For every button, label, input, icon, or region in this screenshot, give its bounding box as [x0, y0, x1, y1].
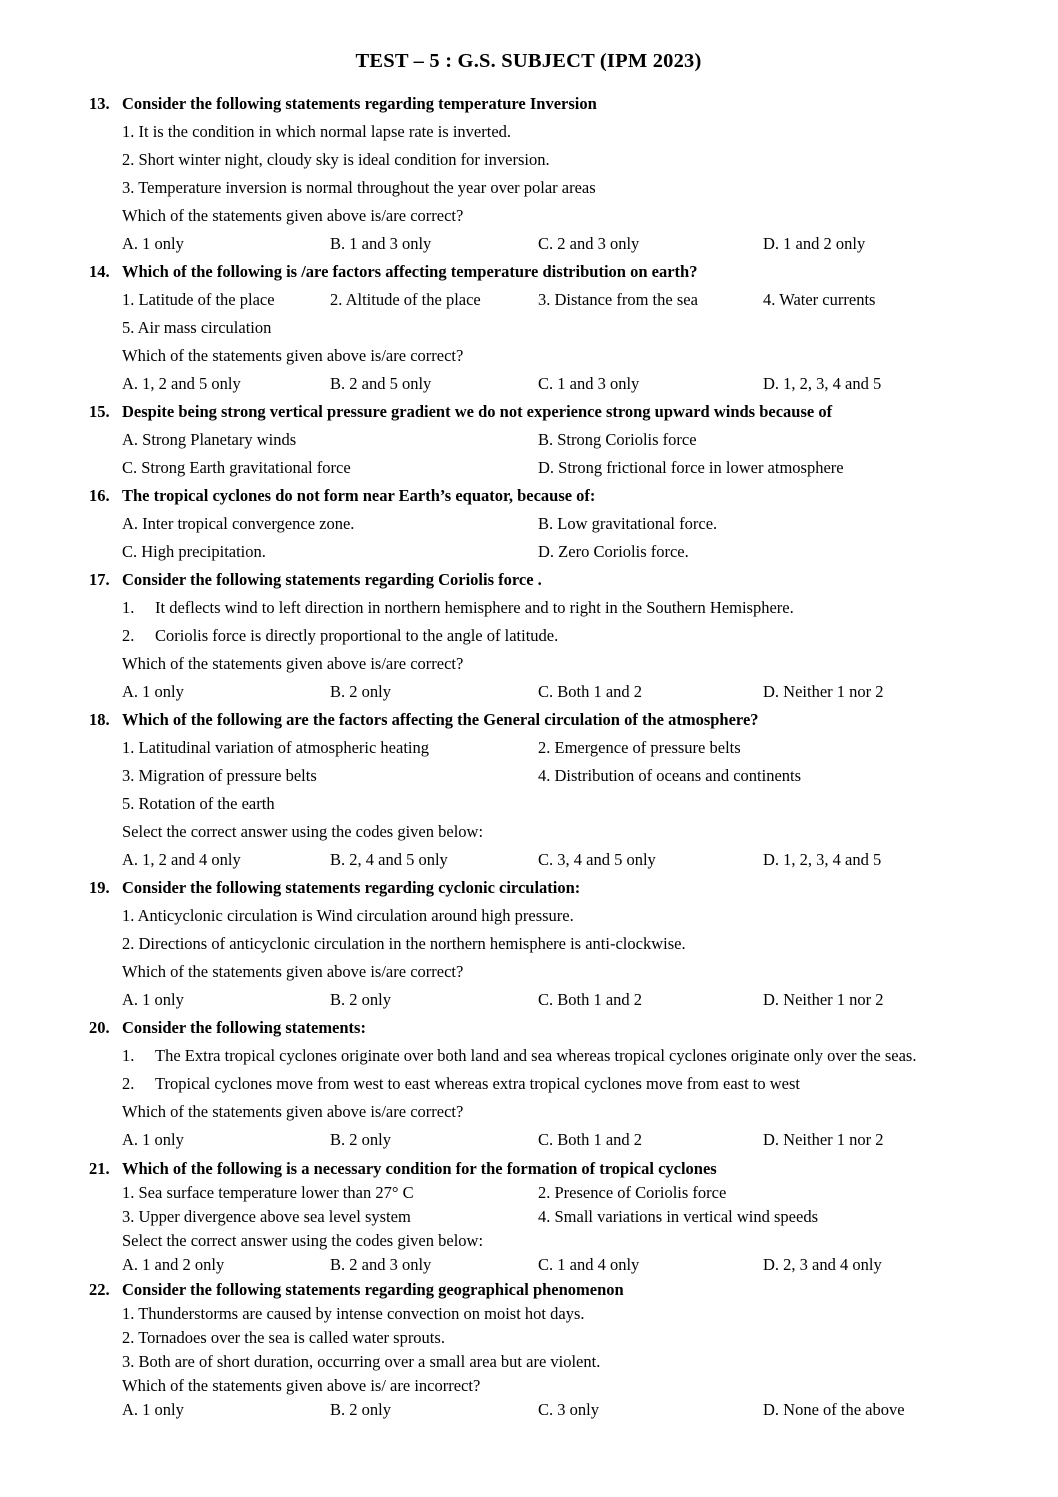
prompt-line [122, 821, 968, 843]
prompt-line [122, 653, 968, 675]
statement-line [122, 625, 968, 647]
question-list [89, 93, 968, 1421]
options-row [122, 429, 968, 451]
question-header [89, 709, 968, 731]
text-segment: 2. Emergence of pressure belts [538, 738, 741, 757]
option: B. 2 and 3 only [330, 1255, 432, 1274]
text-segment: 2. Directions of anticyclonic circulation in the northern hemisphere is anti-clockwise. [122, 934, 686, 953]
text-segment: 2. Presence of Coriolis force [538, 1183, 727, 1202]
option: C. 1 and 4 only [538, 1255, 640, 1274]
text-segment: Which of the statements given above is/are correct? [122, 206, 464, 225]
question [89, 709, 968, 871]
text-segment: 1. It is the condition in which normal lapse rate is inverted. [122, 122, 512, 141]
statement-line [122, 1350, 968, 1373]
page-title: TEST – 5 : G.S. SUBJECT (IPM 2023) [355, 50, 702, 72]
text-segment: Which of the statements given above is/are correct? [122, 346, 464, 365]
prompt-line [122, 961, 968, 983]
question-title: Which of the following are the factors affecting the General circulation of the atmosphere? [122, 710, 759, 729]
statement-line [122, 1302, 968, 1325]
question-number: 22. [89, 1280, 110, 1299]
option: A. 1, 2 and 4 only [122, 850, 241, 869]
statement-line [122, 933, 968, 955]
prompt-line [122, 1101, 968, 1123]
question-header [89, 877, 968, 899]
options-row [122, 989, 968, 1011]
text-segment: 3. Both are of short duration, occurring over a small area but are violent. [122, 1352, 601, 1371]
statement-line [122, 317, 968, 339]
option: D. 1, 2, 3, 4 and 5 [763, 374, 882, 393]
statement-line [122, 905, 968, 927]
statement-line [122, 121, 968, 143]
option: B. 2 only [330, 1130, 391, 1149]
option: C. 3, 4 and 5 only [538, 850, 656, 869]
option: A. 1 only [122, 682, 184, 701]
option: D. Neither 1 nor 2 [763, 990, 884, 1009]
text-segment: 1. Latitudinal variation of atmospheric heating [122, 738, 429, 757]
option: A. 1 only [122, 1400, 184, 1419]
statement-line [122, 1181, 968, 1204]
question [89, 485, 968, 563]
text-segment: 2. [122, 626, 135, 645]
option: B. 2, 4 and 5 only [330, 850, 448, 869]
question [89, 1278, 968, 1421]
question-number: 19. [89, 878, 110, 897]
options-row [122, 681, 968, 703]
option: D. Neither 1 nor 2 [763, 1130, 884, 1149]
options-row [122, 373, 968, 395]
question-number: 13. [89, 94, 110, 113]
statement-line [122, 765, 968, 787]
prompt-line [122, 345, 968, 367]
question-title: Despite being strong vertical pressure gradient we do not experience strong upward winds because of [122, 402, 833, 421]
option: D. Zero Coriolis force. [538, 542, 689, 561]
option: A. 1 only [122, 234, 184, 253]
option: C. 3 only [538, 1400, 599, 1419]
question-number: 16. [89, 486, 110, 505]
options-row [122, 233, 968, 255]
text-segment: Which of the statements given above is/are correct? [122, 1102, 464, 1121]
prompt-line [122, 1374, 968, 1397]
text-segment: 1. Latitude of the place [122, 290, 275, 309]
text-segment: It deflects wind to left direction in northern hemisphere and to right in the Southern Hemisphere. [155, 598, 794, 617]
options-row [122, 1398, 968, 1421]
question [89, 1017, 968, 1151]
question-title: Which of the following is a necessary condition for the formation of tropical cyclones [122, 1159, 717, 1178]
question-header [89, 261, 968, 283]
question [89, 93, 968, 255]
options-row [122, 513, 968, 535]
statement-line [122, 149, 968, 171]
option: B. 2 and 5 only [330, 374, 432, 393]
question-title: Which of the following is /are factors affecting temperature distribution on earth? [122, 262, 698, 281]
option: C. Both 1 and 2 [538, 1130, 643, 1149]
option: B. Low gravitational force. [538, 514, 718, 533]
statement-line [122, 289, 968, 311]
text-segment: 5. Air mass circulation [122, 318, 272, 337]
text-segment: 5. Rotation of the earth [122, 794, 275, 813]
text-segment: 2. Altitude of the place [330, 290, 481, 309]
statement-line [122, 597, 968, 619]
option: C. Strong Earth gravitational force [122, 458, 351, 477]
text-segment: Select the correct answer using the codes given below: [122, 822, 484, 841]
text-segment: Which of the statements given above is/are correct? [122, 654, 464, 673]
text-segment: 3. Distance from the sea [538, 290, 698, 309]
option: C. High precipitation. [122, 542, 266, 561]
question-header [89, 1278, 968, 1301]
option: D. Neither 1 nor 2 [763, 682, 884, 701]
text-segment: 4. Distribution of oceans and continents [538, 766, 802, 785]
text-segment: 3. Migration of pressure belts [122, 766, 317, 785]
statement-line [122, 1073, 968, 1095]
question-title: Consider the following statements regarding temperature Inversion [122, 94, 597, 113]
question-header [89, 1017, 968, 1039]
text-segment: 3. Temperature inversion is normal throughout the year over polar areas [122, 178, 596, 197]
option: C. Both 1 and 2 [538, 990, 643, 1009]
option: A. 1 and 2 only [122, 1255, 225, 1274]
option: B. 2 only [330, 990, 391, 1009]
option: D. 1, 2, 3, 4 and 5 [763, 850, 882, 869]
question-title: Consider the following statements regarding geographical phenomenon [122, 1280, 624, 1299]
statement-line [122, 177, 968, 199]
question-title: The tropical cyclones do not form near Earth’s equator, because of: [122, 486, 596, 505]
text-segment: 1. Sea surface temperature lower than 27° C [122, 1183, 414, 1202]
prompt-line [122, 1229, 968, 1252]
option: B. 2 only [330, 1400, 391, 1419]
statement-line [122, 1045, 968, 1067]
question [89, 569, 968, 703]
question [89, 1157, 968, 1276]
question-header [89, 485, 968, 507]
option: D. 1 and 2 only [763, 234, 866, 253]
question-header [89, 93, 968, 115]
text-segment: 1. Thunderstorms are caused by intense convection on moist hot days. [122, 1304, 585, 1323]
option: A. 1, 2 and 5 only [122, 374, 241, 393]
question-title: Consider the following statements regarding cyclonic circulation: [122, 878, 581, 897]
option: C. 2 and 3 only [538, 234, 640, 253]
options-row [122, 457, 968, 479]
question-header [89, 401, 968, 423]
text-segment: Which of the statements given above is/are correct? [122, 962, 464, 981]
option: C. 1 and 3 only [538, 374, 640, 393]
question-number: 20. [89, 1018, 110, 1037]
text-segment: Coriolis force is directly proportional to the angle of latitude. [155, 626, 559, 645]
option: A. Inter tropical convergence zone. [122, 514, 355, 533]
question-number: 18. [89, 710, 110, 729]
option: D. 2, 3 and 4 only [763, 1255, 882, 1274]
question-number: 17. [89, 570, 110, 589]
text-segment: Which of the statements given above is/ are incorrect? [122, 1376, 481, 1395]
question-number: 14. [89, 262, 110, 281]
text-segment: 1. Anticyclonic circulation is Wind circulation around high pressure. [122, 906, 574, 925]
question-header [89, 569, 968, 591]
statement-line [122, 737, 968, 759]
question-title: Consider the following statements regarding Coriolis force . [122, 570, 542, 589]
statement-line [122, 1326, 968, 1349]
option: A. 1 only [122, 990, 184, 1009]
option: C. Both 1 and 2 [538, 682, 643, 701]
text-segment: 1. [122, 1046, 135, 1065]
options-row [122, 541, 968, 563]
options-row [122, 1253, 968, 1276]
statement-line [122, 793, 968, 815]
text-segment: 1. [122, 598, 135, 617]
option: D. None of the above [763, 1400, 905, 1419]
question [89, 877, 968, 1011]
prompt-line [122, 205, 968, 227]
text-segment: 4. Water currents [763, 290, 876, 309]
text-segment: 3. Upper divergence above sea level system [122, 1207, 411, 1226]
option: B. Strong Coriolis force [538, 430, 697, 449]
text-segment: Tropical cyclones move from west to east whereas extra tropical cyclones move from east to west [155, 1074, 800, 1093]
text-segment: 2. Short winter night, cloudy sky is ideal condition for inversion. [122, 150, 550, 169]
question [89, 401, 968, 479]
question-number: 21. [89, 1159, 110, 1178]
text-segment: The Extra tropical cyclones originate over both land and sea whereas tropical cyclones originate only over the seas. [155, 1046, 917, 1065]
option: B. 1 and 3 only [330, 234, 432, 253]
options-row [122, 1129, 968, 1151]
text-segment: Select the correct answer using the codes given below: [122, 1231, 484, 1250]
option: A. Strong Planetary winds [122, 430, 297, 449]
question-header [89, 1157, 968, 1180]
option: B. 2 only [330, 682, 391, 701]
option: A. 1 only [122, 1130, 184, 1149]
text-segment: 2. [122, 1074, 135, 1093]
text-segment: 4. Small variations in vertical wind speeds [538, 1207, 818, 1226]
option: D. Strong frictional force in lower atmosphere [538, 458, 844, 477]
question-number: 15. [89, 402, 110, 421]
question-title: Consider the following statements: [122, 1018, 366, 1037]
text-segment: 2. Tornadoes over the sea is called water sprouts. [122, 1328, 445, 1347]
statement-line [122, 1205, 968, 1228]
question [89, 261, 968, 395]
options-row [122, 849, 968, 871]
